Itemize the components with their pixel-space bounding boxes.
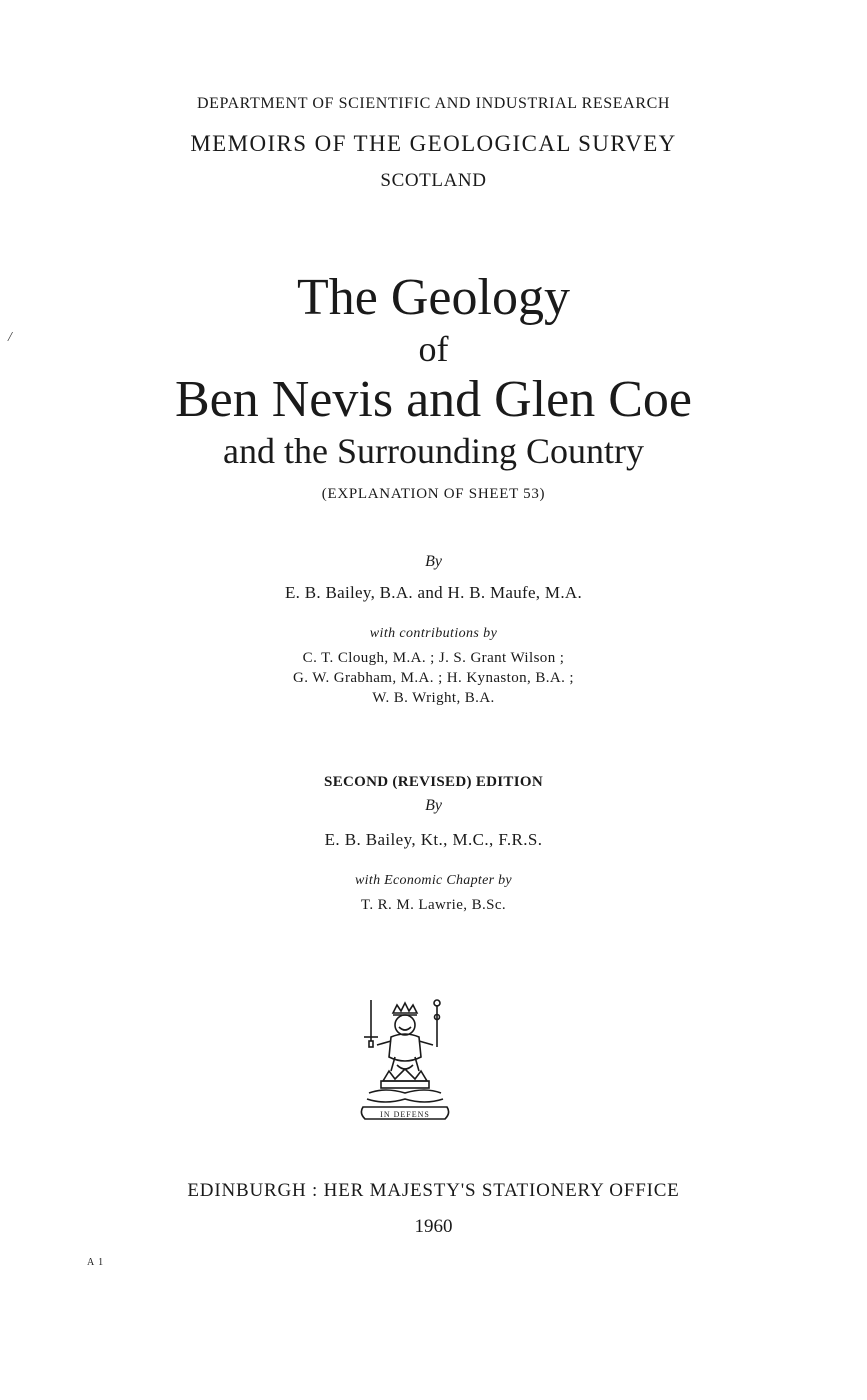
contributors-line: W. B. Wright, B.A.	[372, 690, 495, 706]
margin-mark: /	[8, 330, 12, 345]
title-line-2: of	[418, 329, 449, 369]
sheet-explanation: (EXPLANATION OF SHEET 53)	[321, 486, 546, 502]
crest-motto: IN DEFENS	[380, 1110, 430, 1119]
edition-label: SECOND (REVISED) EDITION	[324, 774, 543, 790]
publication-year: 1960	[414, 1216, 453, 1237]
economic-chapter-label: with Economic Chapter by	[355, 873, 512, 888]
title-line-3: Ben Nevis and Glen Coe	[174, 371, 692, 428]
department-line: DEPARTMENT OF SCIENTIFIC AND INDUSTRIAL RESEARCH	[196, 95, 671, 112]
contributions-label: with contributions by	[369, 626, 498, 641]
by-label: By	[425, 553, 442, 570]
signature-mark: A 1	[87, 1257, 105, 1268]
royal-arms-of-scotland-icon	[355, 995, 455, 1130]
economic-chapter-author: T. R. M. Lawrie, B.Sc.	[360, 897, 507, 913]
country-line: SCOTLAND	[380, 170, 487, 191]
contributors-line: G. W. Grabham, M.A. ; H. Kynaston, B.A. ;	[293, 670, 574, 686]
contributors-line: C. T. Clough, M.A. ; J. S. Grant Wilson ;	[302, 650, 565, 666]
title-line-4: and the Surrounding Country	[223, 431, 644, 471]
authors-line: E. B. Bailey, B.A. and H. B. Maufe, M.A.	[284, 583, 583, 602]
revising-author: E. B. Bailey, Kt., M.C., F.R.S.	[324, 830, 543, 849]
publisher-line: EDINBURGH : HER MAJESTY'S STATIONERY OFFICE	[187, 1180, 680, 1201]
title-line-1: The Geology	[297, 269, 570, 326]
by-label: By	[425, 797, 442, 814]
series-title: MEMOIRS OF THE GEOLOGICAL SURVEY	[190, 131, 677, 156]
